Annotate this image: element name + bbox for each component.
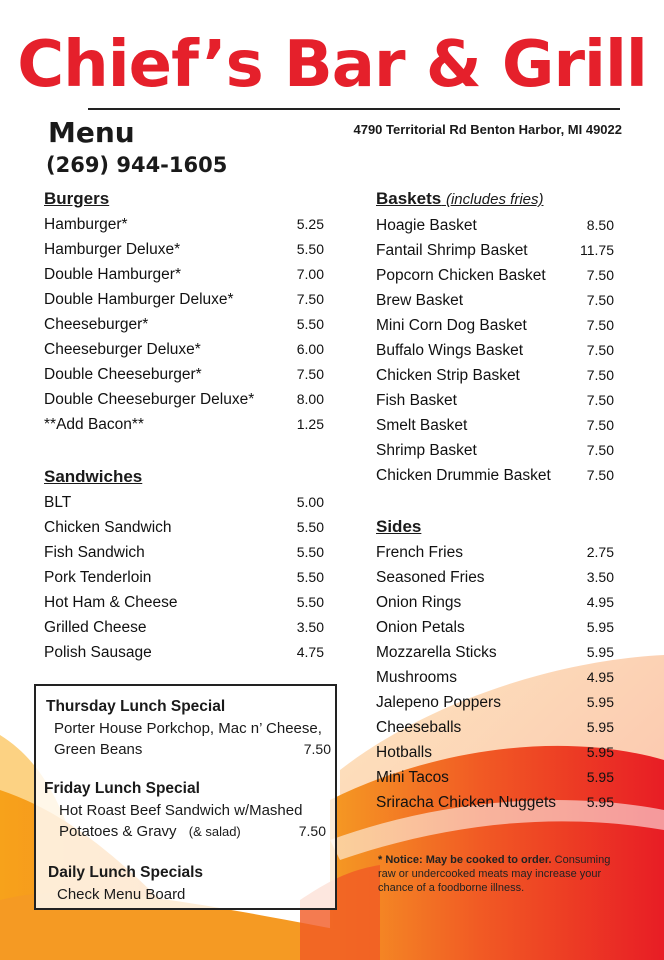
item-price: 7.50 [586, 342, 614, 358]
menu-item [376, 463, 614, 488]
menu-item [44, 262, 324, 287]
item-name: Fantail Shrimp Basket [376, 242, 528, 259]
menu-item [376, 590, 614, 615]
item-price: 7.50 [586, 267, 614, 283]
sandwiches-list [44, 490, 324, 665]
item-name: Double Hamburger* [44, 266, 181, 283]
item-price: 4.95 [586, 669, 614, 685]
menu-item [44, 387, 324, 412]
notice-text: Consuming raw or undercooked meats may increase your chance of a foodborne illness. [378, 854, 611, 894]
item-name: Cheeseburger* [44, 316, 149, 333]
item-name: Onion Rings [376, 594, 462, 611]
item-name: Shrimp Basket [376, 442, 477, 459]
item-price: 5.25 [296, 216, 324, 232]
menu-item [44, 590, 324, 615]
item-name: Chicken Drummie Basket [376, 467, 551, 484]
item-name: Mozzarella Sticks [376, 644, 497, 661]
item-price: 5.50 [296, 569, 324, 585]
item-price: 8.50 [586, 217, 614, 233]
item-name: Double Cheeseburger* [44, 366, 202, 383]
menu-item [376, 665, 614, 690]
item-price: 5.00 [296, 494, 324, 510]
item-price: 5.95 [586, 794, 614, 810]
menu-item [376, 313, 614, 338]
item-name: Mini Tacos [376, 769, 449, 786]
thursday-special-item: Green Beans [54, 741, 143, 758]
menu-item [376, 715, 614, 740]
item-price: 5.50 [296, 519, 324, 535]
item-price: 6.00 [296, 341, 324, 357]
daily-special-heading: Daily Lunch Specials [48, 864, 204, 881]
item-name: Double Hamburger Deluxe* [44, 291, 234, 308]
item-price: 5.95 [586, 744, 614, 760]
daily-special [48, 862, 203, 905]
burgers-heading: Burgers [44, 189, 110, 208]
thursday-special-price: 7.50 [303, 741, 331, 757]
item-price: 5.95 [586, 619, 614, 635]
item-name: Brew Basket [376, 292, 464, 309]
friday-special-item: Potatoes & Gravy [59, 823, 177, 840]
item-name: Grilled Cheese [44, 619, 147, 636]
baskets-heading [376, 188, 614, 211]
friday-special-line2 [44, 821, 326, 842]
item-price: 7.50 [586, 292, 614, 308]
menu-item [44, 615, 324, 640]
item-price: 3.50 [296, 619, 324, 635]
item-name: **Add Bacon** [44, 416, 144, 433]
item-price: 5.50 [296, 544, 324, 560]
menu-item [44, 412, 324, 437]
thursday-special-line1: Porter House Porkchop, Mac n’ Cheese, [54, 720, 322, 737]
item-price: 5.50 [296, 594, 324, 610]
sides-heading: Sides [376, 517, 422, 536]
item-name: Hamburger Deluxe* [44, 241, 181, 258]
item-price: 7.50 [586, 442, 614, 458]
item-price: 7.50 [586, 467, 614, 483]
baskets-list [376, 213, 614, 488]
item-name: Hoagie Basket [376, 217, 477, 234]
item-name: Double Cheeseburger Deluxe* [44, 391, 255, 408]
item-price: 3.50 [586, 569, 614, 585]
menu-item [44, 565, 324, 590]
item-price: 8.00 [296, 391, 324, 407]
menu-item [44, 362, 324, 387]
menu-item [44, 490, 324, 515]
menu-item [376, 213, 614, 238]
menu-item [44, 640, 324, 665]
burgers-section [44, 188, 324, 437]
item-name: BLT [44, 494, 72, 511]
friday-special-note: (& salad) [188, 824, 241, 839]
item-name: Onion Petals [376, 619, 465, 636]
item-name: Fish Sandwich [44, 544, 145, 561]
item-name: Hot Ham & Cheese [44, 594, 178, 611]
item-name: Fish Basket [376, 392, 457, 409]
item-name: Jalepeno Poppers [376, 694, 501, 711]
sides-list [376, 540, 614, 815]
lunch-specials-box [34, 684, 337, 910]
menu-item [376, 765, 614, 790]
item-price: 7.50 [586, 417, 614, 433]
burgers-list [44, 212, 324, 437]
menu-item [376, 263, 614, 288]
baskets-section [376, 188, 614, 488]
item-name: Smelt Basket [376, 417, 468, 434]
item-price: 5.50 [296, 241, 324, 257]
item-price: 4.75 [296, 644, 324, 660]
item-price: 7.50 [296, 291, 324, 307]
address: 4790 Territorial Rd Benton Harbor, MI 49022 [353, 122, 622, 137]
thursday-special [46, 696, 331, 760]
item-name: Mini Corn Dog Basket [376, 317, 527, 334]
item-price: 2.75 [586, 544, 614, 560]
friday-special-line1: Hot Roast Beef Sandwich w/Mashed [59, 802, 303, 819]
item-name: Mushrooms [376, 669, 457, 686]
item-name: Popcorn Chicken Basket [376, 267, 546, 284]
menu-item [44, 237, 324, 262]
sides-section [376, 516, 614, 815]
menu-heading: Menu [48, 116, 135, 149]
sandwiches-section [44, 466, 324, 665]
menu-item [376, 690, 614, 715]
item-price: 5.95 [586, 644, 614, 660]
item-name: Buffalo Wings Basket [376, 342, 524, 359]
baskets-note: (includes fries) [445, 191, 544, 208]
item-price: 7.50 [586, 317, 614, 333]
item-name: Cheeseballs [376, 719, 462, 736]
notice-bold-text: May be cooked to order. [425, 854, 552, 866]
thursday-special-line2 [46, 739, 331, 760]
item-price: 7.50 [586, 392, 614, 408]
sandwiches-heading: Sandwiches [44, 467, 143, 486]
item-name: Pork Tenderloin [44, 569, 152, 586]
item-name: Sriracha Chicken Nuggets [376, 794, 557, 811]
menu-item [44, 287, 324, 312]
menu-item [376, 615, 614, 640]
item-price: 5.50 [296, 316, 324, 332]
daily-special-text: Check Menu Board [57, 886, 186, 903]
thursday-special-heading: Thursday Lunch Special [46, 698, 226, 715]
item-name: Chicken Strip Basket [376, 367, 520, 384]
friday-special-price: 7.50 [298, 823, 326, 839]
item-name: Chicken Sandwich [44, 519, 172, 536]
item-price: 7.50 [586, 367, 614, 383]
phone-number: (269) 944-1605 [46, 153, 228, 177]
menu-item [376, 740, 614, 765]
item-price: 4.95 [586, 594, 614, 610]
food-safety-notice [378, 853, 628, 895]
friday-special-heading: Friday Lunch Special [44, 780, 200, 797]
item-price: 5.95 [586, 719, 614, 735]
item-name: Hotballs [376, 744, 432, 761]
menu-item [44, 515, 324, 540]
menu-item [376, 363, 614, 388]
baskets-title: Baskets [376, 189, 442, 208]
menu-item [376, 338, 614, 363]
item-price: 11.75 [580, 242, 614, 258]
menu-item [44, 312, 324, 337]
menu-item [376, 790, 614, 815]
menu-item [376, 565, 614, 590]
notice-label: * Notice: [378, 854, 423, 866]
menu-item [376, 413, 614, 438]
item-name: French Fries [376, 544, 463, 561]
item-price: 5.95 [586, 769, 614, 785]
item-name: Polish Sausage [44, 644, 152, 661]
item-name: Cheeseburger Deluxe* [44, 341, 201, 358]
header-divider [88, 108, 620, 110]
menu-item [376, 388, 614, 413]
item-price: 5.95 [586, 694, 614, 710]
menu-item [44, 337, 324, 362]
restaurant-title: Chief’s Bar & Grill [17, 28, 647, 102]
item-price: 7.50 [296, 366, 324, 382]
item-name: Seasoned Fries [376, 569, 485, 586]
menu-item [376, 238, 614, 263]
friday-special [44, 778, 326, 842]
item-price: 7.00 [296, 266, 324, 282]
menu-item [44, 212, 324, 237]
menu-item [376, 438, 614, 463]
menu-item [44, 540, 324, 565]
item-name: Hamburger* [44, 216, 128, 233]
menu-item [376, 540, 614, 565]
menu-item [376, 288, 614, 313]
menu-item [376, 640, 614, 665]
item-price: 1.25 [296, 416, 324, 432]
